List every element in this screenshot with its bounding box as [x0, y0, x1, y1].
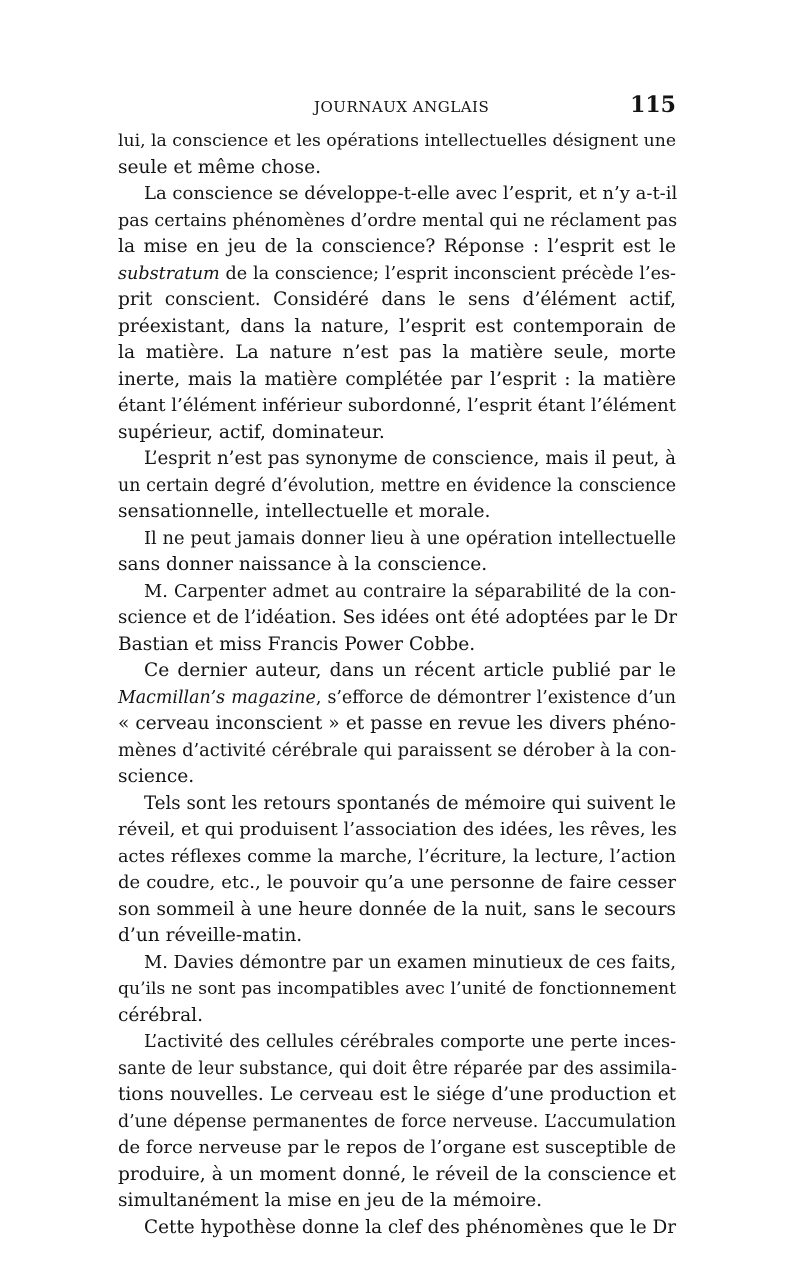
text-line: M. Carpenter admet au contraire la séparabilité de la con-	[144, 580, 676, 602]
text-line: d’une dépense permanentes de force nerveuse. L’accumulation	[118, 1111, 676, 1132]
text-line: de force nerveuse par le repos de l’organe est susceptible de	[118, 1137, 676, 1158]
text-line: mènes d’activité cérébrale qui paraissent se dérober à la con-	[118, 739, 677, 761]
text-line: préexistant, dans la nature, l’esprit est contemporain de	[118, 315, 676, 337]
text-line: la matière. La nature n’est pas la matière seule, morte	[118, 342, 676, 363]
text-line: science.	[118, 766, 195, 787]
text-line: Tels sont les retours spontanés de mémoire qui suivent le	[144, 792, 676, 814]
text-line: cérébral.	[118, 1004, 204, 1026]
text-line: L’esprit n’est pas synonyme de conscience, mais il peut, à	[144, 448, 676, 469]
text-line: réveil, et qui produisent l’association des idées, les rêves, les	[118, 819, 677, 840]
text-line: simultanément la mise en jeu de la mémoire.	[118, 1190, 543, 1211]
text-line: inerte, mais la matière complétée par l’esprit : la matière	[118, 368, 676, 390]
text-line: substratum de la conscience; l’esprit inconscient précède l’es-	[118, 263, 676, 284]
text-line: de coudre, etc., le pouvoir qu’a une personne de faire cesser	[118, 872, 676, 893]
text-line: sensationnelle, intellectuelle et morale.	[118, 501, 491, 522]
text-line: pas certains phénomènes d’ordre mental qui ne réclament pas	[118, 210, 678, 231]
text-line: prit conscient. Considéré dans le sens d’élément actif,	[118, 289, 676, 310]
running-title: JOURNAUX ANGLAIS	[314, 98, 490, 116]
text-line: d’un réveille-matin.	[118, 925, 303, 946]
text-line: Bastian et miss Francis Power Cobbe.	[118, 633, 476, 655]
text-line: un certain degré d’évolution, mettre en évidence la conscience	[118, 475, 676, 496]
text-line: son sommeil à une heure donnée de la nuit, sans le secours	[118, 898, 676, 920]
text-line: science et de l’idéation. Ses idées ont été adoptées par le Dr	[118, 607, 678, 628]
text-line: qu’ils ne sont pas incompatibles avec l’unité de fonctionnement	[118, 979, 676, 999]
body-text	[118, 128, 676, 1241]
text-line: produire, à un moment donné, le réveil de la conscience et	[118, 1163, 676, 1185]
text-line: La conscience se développe-t-elle avec l’esprit, et n’y a-t-il	[144, 183, 678, 204]
text-line: « cerveau inconscient » et passe en revue les divers phéno-	[118, 713, 676, 734]
text-line: Ce dernier auteur, dans un récent article publié par le	[144, 660, 676, 681]
page-number: 115	[630, 92, 676, 118]
text-line: seule et même chose.	[118, 156, 321, 178]
text-line: L’activité des cellules cérébrales comporte une perte inces-	[144, 1032, 676, 1052]
text-line: Cette hypothèse donne la clef des phénomènes que le Dr	[144, 1216, 676, 1238]
text-line: lui, la conscience et les opérations intellectuelles désignent une	[118, 131, 676, 151]
text-line: actes réflexes comme la marche, l’écriture, la lecture, l’action	[118, 846, 676, 867]
text-line: M. Davies démontre par un examen minutieux de ces faits,	[144, 951, 677, 973]
text-line: sans donner naissance à la conscience.	[118, 554, 488, 575]
text-line: Il ne peut jamais donner lieu à une opération intellectuelle	[144, 527, 676, 549]
text-line: Macmillan’s magazine, s’efforce de démontrer l’existence d’un	[118, 687, 677, 708]
text-line: la mise en jeu de la conscience? Réponse : l’esprit est le	[118, 236, 676, 257]
running-head	[118, 90, 678, 120]
text-line: sante de leur substance, qui doit être réparée par des assimila-	[118, 1058, 677, 1079]
text-line: supérieur, actif, dominateur.	[118, 421, 385, 443]
text-line: tions nouvelles. Le cerveau est le siége d’une production et	[118, 1084, 676, 1105]
text-line: étant l’élément inférieur subordonné, l’esprit étant l’élément	[118, 395, 676, 416]
